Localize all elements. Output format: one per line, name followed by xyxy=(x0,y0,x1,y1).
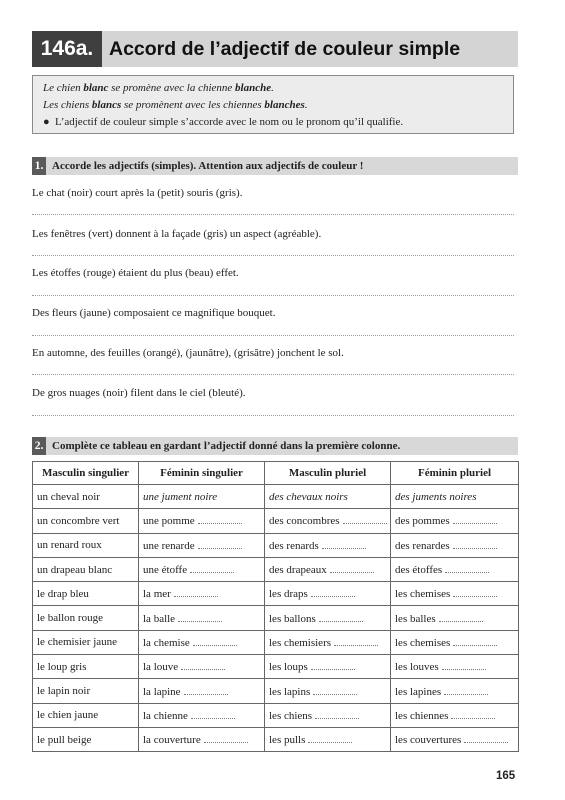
table-cell[interactable] xyxy=(265,509,391,533)
table-row xyxy=(33,630,519,654)
answer-line[interactable] xyxy=(32,214,514,215)
table-cell[interactable] xyxy=(139,679,265,703)
fill-in-blank[interactable] xyxy=(442,660,486,670)
cell-text: une renarde xyxy=(143,539,195,552)
table-cell[interactable] xyxy=(391,679,519,703)
table-cell xyxy=(33,533,139,557)
cell-text: une étoffe xyxy=(143,564,188,577)
fill-in-blank[interactable] xyxy=(330,563,374,573)
cell-text: les lapins xyxy=(269,685,311,698)
fill-in-blank[interactable] xyxy=(178,612,222,622)
fill-in-blank[interactable] xyxy=(198,539,242,549)
column-header: Masculin singulier xyxy=(33,462,139,485)
fill-in-blank[interactable] xyxy=(313,685,357,695)
table-cell xyxy=(33,630,139,654)
fill-in-blank[interactable] xyxy=(193,636,237,646)
cell-text: la balle xyxy=(143,612,176,625)
table-cell: un cheval noir xyxy=(33,485,139,509)
cell-text: les chemises xyxy=(395,588,451,601)
cell-text: la lapine xyxy=(143,685,181,698)
fill-in-blank[interactable] xyxy=(343,514,387,524)
fill-in-blank[interactable] xyxy=(190,563,234,573)
table-cell[interactable] xyxy=(139,533,265,557)
fill-in-blank[interactable] xyxy=(198,514,242,524)
cell-text: le pull beige xyxy=(37,733,92,746)
fill-in-blank[interactable] xyxy=(308,733,352,743)
cell-text: le drap bleu xyxy=(37,587,89,600)
cell-text: le lapin noir xyxy=(37,685,91,698)
exercise1-number: 1. xyxy=(32,157,46,175)
table-cell xyxy=(33,679,139,703)
exercise1-sentence: Le chat (noir) court après la (petit) souris (gris). xyxy=(32,187,243,199)
exercise1-sentence: Les étoffes (rouge) étaient du plus (beau) effet. xyxy=(32,267,239,279)
agreement-table xyxy=(32,461,519,752)
cell-text: des concombres xyxy=(269,515,340,528)
table-row xyxy=(33,533,519,557)
table-cell[interactable] xyxy=(391,606,519,630)
cell-text: les chiennes xyxy=(395,709,449,722)
answer-line[interactable] xyxy=(32,255,514,256)
table-cell[interactable] xyxy=(391,655,519,679)
fill-in-blank[interactable] xyxy=(453,514,497,524)
table-row xyxy=(33,582,519,606)
column-header: Féminin singulier xyxy=(139,462,265,485)
cell-text: la chemise xyxy=(143,636,190,649)
fill-in-blank[interactable] xyxy=(204,733,248,743)
answer-line[interactable] xyxy=(32,335,514,336)
cell-text: le chemisier jaune xyxy=(37,636,118,649)
fill-in-blank[interactable] xyxy=(451,709,495,719)
exercise1-sentence: Les fenêtres (vert) donnent à la façade (gris) un aspect (agréable). xyxy=(32,228,322,240)
table-cell[interactable] xyxy=(139,655,265,679)
exercise1-sentence: Des fleurs (jaune) composaient ce magnifique bouquet. xyxy=(32,307,276,319)
exercise2-number: 2. xyxy=(32,437,46,455)
cell-text: les balles xyxy=(395,612,436,625)
table-header-row xyxy=(33,462,519,485)
answer-line[interactable] xyxy=(32,415,514,416)
table-cell[interactable] xyxy=(139,557,265,581)
cell-text: les chemisiers xyxy=(269,636,332,649)
fill-in-blank[interactable] xyxy=(315,709,359,719)
fill-in-blank[interactable] xyxy=(453,587,497,597)
cell-text: les ballons xyxy=(269,612,316,625)
cell-text: la couverture xyxy=(143,734,201,747)
fill-in-blank[interactable] xyxy=(174,587,218,597)
rule-box xyxy=(32,75,514,134)
table-cell xyxy=(33,557,139,581)
cell-text: le loup gris xyxy=(37,660,87,673)
cell-text: des renards xyxy=(269,539,319,552)
exercise1-instruction: Accorde les adjectifs (simples). Attention aux adjectifs de couleur ! xyxy=(52,160,364,172)
table-cell xyxy=(33,703,139,727)
table-cell[interactable] xyxy=(139,727,265,751)
cell-text: les couvertures xyxy=(395,734,462,747)
exercise1-sentence: En automne, des feuilles (orangé), (jaunâtre), (grisâtre) jonchent le sol. xyxy=(32,347,344,359)
cell-text: des drapeaux xyxy=(269,564,327,577)
table-cell[interactable] xyxy=(391,533,519,557)
page-number: 165 xyxy=(496,770,516,782)
table-cell xyxy=(33,655,139,679)
fill-in-blank[interactable] xyxy=(464,733,508,743)
table-cell[interactable] xyxy=(139,703,265,727)
rule-example-plural: Les chiens blancs se promènent avec les chiennes blanches. xyxy=(43,99,308,111)
title-band xyxy=(32,31,518,67)
cell-text: la mer xyxy=(143,588,171,601)
cell-text: une pomme xyxy=(143,515,195,528)
exercise2-header xyxy=(32,437,518,455)
fill-in-blank[interactable] xyxy=(311,660,355,670)
table-row xyxy=(33,703,519,727)
table-cell[interactable] xyxy=(139,582,265,606)
table-cell[interactable] xyxy=(265,630,391,654)
fill-in-blank[interactable] xyxy=(184,685,228,695)
fill-in-blank[interactable] xyxy=(322,539,366,549)
lesson-number: 146a. xyxy=(32,31,102,67)
table-cell[interactable] xyxy=(391,557,519,581)
table-cell[interactable] xyxy=(391,703,519,727)
table-cell[interactable] xyxy=(265,533,391,557)
cell-text: les chemises xyxy=(395,636,451,649)
table-cell: des chevaux noirs xyxy=(265,485,391,509)
table-cell: des juments noires xyxy=(391,485,519,509)
exercise1-header xyxy=(32,157,518,175)
cell-text: les lapines xyxy=(395,685,442,698)
table-row xyxy=(33,557,519,581)
fill-in-blank[interactable] xyxy=(453,539,497,549)
table-cell[interactable] xyxy=(139,630,265,654)
fill-in-blank[interactable] xyxy=(445,563,489,573)
answer-line[interactable] xyxy=(32,374,514,375)
cell-text: le chien jaune xyxy=(37,709,99,722)
fill-in-blank[interactable] xyxy=(191,709,235,719)
rule-example-singular: Le chien blanc se promène avec la chienne blanche. xyxy=(43,82,274,94)
fill-in-blank[interactable] xyxy=(444,685,488,695)
cell-text: les pulls xyxy=(269,734,306,747)
cell-text: des étoffes xyxy=(395,564,443,577)
table-cell xyxy=(33,582,139,606)
fill-in-blank[interactable] xyxy=(453,636,497,646)
table-cell xyxy=(33,509,139,533)
fill-in-blank[interactable] xyxy=(334,636,378,646)
cell-text: la chienne xyxy=(143,709,188,722)
table-cell[interactable] xyxy=(265,727,391,751)
table-cell xyxy=(33,727,139,751)
column-header: Masculin pluriel xyxy=(265,462,391,485)
table-cell[interactable] xyxy=(265,703,391,727)
cell-text: un renard roux xyxy=(37,539,102,552)
cell-text: les draps xyxy=(269,588,308,601)
fill-in-blank[interactable] xyxy=(319,612,363,622)
table-cell[interactable] xyxy=(139,509,265,533)
table-row xyxy=(33,679,519,703)
table-cell[interactable] xyxy=(391,582,519,606)
exercise1-sentence: De gros nuages (noir) filent dans le ciel (bleuté). xyxy=(32,387,246,399)
table-cell[interactable] xyxy=(139,606,265,630)
table-cell[interactable] xyxy=(391,509,519,533)
table-row xyxy=(33,727,519,751)
lesson-title: Accord de l’adjectif de couleur simple xyxy=(109,38,461,60)
table-cell[interactable] xyxy=(265,606,391,630)
exercise2-instruction: Complète ce tableau en gardant l’adjectif donné dans la première colonne. xyxy=(52,440,401,452)
fill-in-blank[interactable] xyxy=(311,587,355,597)
cell-text: un concombre vert xyxy=(37,514,120,527)
cell-text: les loups xyxy=(269,661,308,674)
cell-text: la louve xyxy=(143,661,179,674)
table-cell[interactable] xyxy=(391,727,519,751)
cell-text: les chiens xyxy=(269,709,313,722)
table-cell: une jument noire xyxy=(139,485,265,509)
table-cell[interactable] xyxy=(265,557,391,581)
rule-note: ● L’adjectif de couleur simple s’accorde avec le nom ou le pronom qu’il qualifie. xyxy=(43,114,513,131)
cell-text: des pommes xyxy=(395,515,450,528)
bullet-icon: ● xyxy=(43,116,50,128)
table-cell[interactable] xyxy=(265,655,391,679)
fill-in-blank[interactable] xyxy=(439,612,483,622)
column-header: Féminin pluriel xyxy=(391,462,519,485)
cell-text: les louves xyxy=(395,661,439,674)
table-cell[interactable] xyxy=(391,630,519,654)
table-cell[interactable] xyxy=(265,582,391,606)
fill-in-blank[interactable] xyxy=(181,660,225,670)
cell-text: un drapeau blanc xyxy=(37,563,113,576)
table-cell[interactable] xyxy=(265,679,391,703)
table-row xyxy=(33,655,519,679)
table-cell xyxy=(33,606,139,630)
table-row xyxy=(33,509,519,533)
table-row xyxy=(33,606,519,630)
cell-text: des renardes xyxy=(395,539,450,552)
answer-line[interactable] xyxy=(32,295,514,296)
example-row xyxy=(33,485,519,509)
cell-text: le ballon rouge xyxy=(37,612,103,625)
